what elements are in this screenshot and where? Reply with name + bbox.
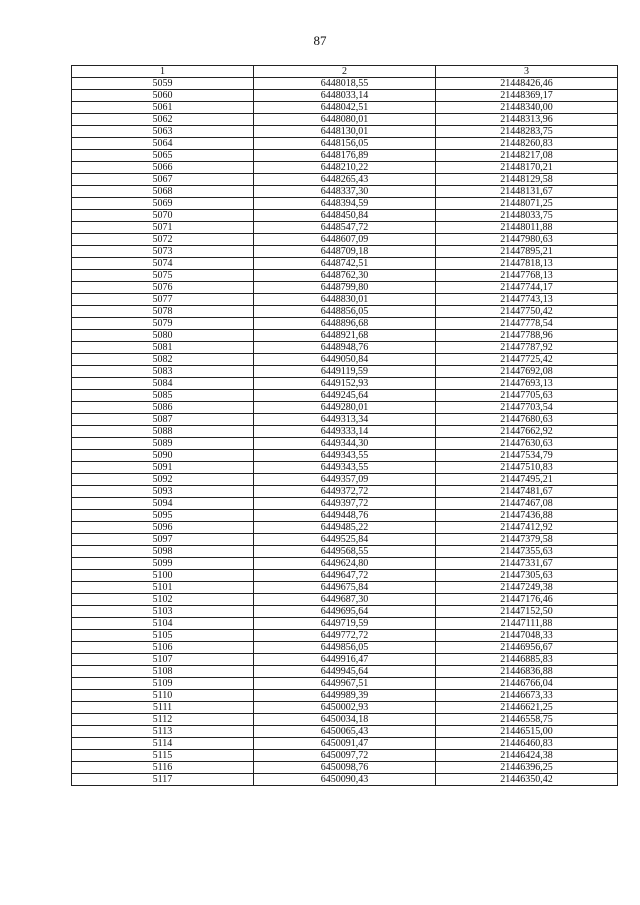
x-coordinate-cell: 6449989,39 (254, 690, 436, 702)
y-coordinate-cell: 21447705,63 (436, 390, 618, 402)
table-row (72, 438, 618, 450)
table-row (72, 306, 618, 318)
point-number-cell: 5064 (72, 138, 254, 150)
table-row (72, 726, 618, 738)
point-number-cell: 5097 (72, 534, 254, 546)
y-coordinate-cell: 21446558,75 (436, 714, 618, 726)
table-row (72, 774, 618, 786)
x-coordinate-cell: 6449357,09 (254, 474, 436, 486)
x-coordinate-cell: 6448176,89 (254, 150, 436, 162)
x-coordinate-cell: 6449397,72 (254, 498, 436, 510)
x-coordinate-cell: 6449695,64 (254, 606, 436, 618)
table-row (72, 162, 618, 174)
y-coordinate-cell: 21446766,04 (436, 678, 618, 690)
point-number-cell: 5115 (72, 750, 254, 762)
y-coordinate-cell: 21447768,13 (436, 270, 618, 282)
y-coordinate-cell: 21448340,00 (436, 102, 618, 114)
y-coordinate-cell: 21447630,63 (436, 438, 618, 450)
point-number-cell: 5059 (72, 78, 254, 90)
point-number-cell: 5100 (72, 570, 254, 582)
y-coordinate-cell: 21447481,67 (436, 486, 618, 498)
point-number-cell: 5065 (72, 150, 254, 162)
table-row (72, 678, 618, 690)
x-coordinate-cell: 6449119,59 (254, 366, 436, 378)
table-row (72, 126, 618, 138)
table-row (72, 414, 618, 426)
point-number-cell: 5063 (72, 126, 254, 138)
x-coordinate-cell: 6449313,34 (254, 414, 436, 426)
point-number-cell: 5089 (72, 438, 254, 450)
y-coordinate-cell: 21448283,75 (436, 126, 618, 138)
table-row (72, 690, 618, 702)
table-row (72, 606, 618, 618)
y-coordinate-cell: 21447534,79 (436, 450, 618, 462)
point-number-cell: 5074 (72, 258, 254, 270)
point-number-cell: 5093 (72, 486, 254, 498)
y-coordinate-cell: 21447895,21 (436, 246, 618, 258)
y-coordinate-cell: 21447662,92 (436, 426, 618, 438)
x-coordinate-cell: 6448018,55 (254, 78, 436, 90)
y-coordinate-cell: 21447355,63 (436, 546, 618, 558)
x-coordinate-cell: 6448042,51 (254, 102, 436, 114)
table-row (72, 582, 618, 594)
x-coordinate-cell: 6448265,43 (254, 174, 436, 186)
x-coordinate-cell: 6450002,93 (254, 702, 436, 714)
y-coordinate-cell: 21448170,21 (436, 162, 618, 174)
y-coordinate-cell: 21446424,38 (436, 750, 618, 762)
table-row (72, 462, 618, 474)
x-coordinate-cell: 6450090,43 (254, 774, 436, 786)
y-coordinate-cell: 21446956,67 (436, 642, 618, 654)
table-row (72, 102, 618, 114)
x-coordinate-cell: 6449050,84 (254, 354, 436, 366)
point-number-cell: 5098 (72, 546, 254, 558)
x-coordinate-cell: 6450065,43 (254, 726, 436, 738)
table-row (72, 318, 618, 330)
point-number-cell: 5094 (72, 498, 254, 510)
point-number-cell: 5106 (72, 642, 254, 654)
x-coordinate-cell: 6449719,59 (254, 618, 436, 630)
y-coordinate-cell: 21447331,67 (436, 558, 618, 570)
x-coordinate-cell: 6449525,84 (254, 534, 436, 546)
table-row (72, 630, 618, 642)
table-row (72, 498, 618, 510)
table-row (72, 114, 618, 126)
y-coordinate-cell: 21447111,88 (436, 618, 618, 630)
point-number-cell: 5062 (72, 114, 254, 126)
x-coordinate-cell: 6448830,01 (254, 294, 436, 306)
x-coordinate-cell: 6449772,72 (254, 630, 436, 642)
x-coordinate-cell: 6448033,14 (254, 90, 436, 102)
table-row (72, 666, 618, 678)
x-coordinate-cell: 6449856,05 (254, 642, 436, 654)
column-header-3: 3 (436, 66, 618, 78)
point-number-cell: 5090 (72, 450, 254, 462)
point-number-cell: 5067 (72, 174, 254, 186)
x-coordinate-cell: 6448856,05 (254, 306, 436, 318)
x-coordinate-cell: 6449568,55 (254, 546, 436, 558)
x-coordinate-cell: 6450098,76 (254, 762, 436, 774)
point-number-cell: 5096 (72, 522, 254, 534)
table-row (72, 534, 618, 546)
x-coordinate-cell: 6449245,64 (254, 390, 436, 402)
table-row (72, 546, 618, 558)
table-row (72, 738, 618, 750)
coordinates-table (71, 65, 618, 786)
x-coordinate-cell: 6448156,05 (254, 138, 436, 150)
y-coordinate-cell: 21448129,58 (436, 174, 618, 186)
table-row (72, 654, 618, 666)
x-coordinate-cell: 6449687,30 (254, 594, 436, 606)
x-coordinate-cell: 6449344,30 (254, 438, 436, 450)
x-coordinate-cell: 6448547,72 (254, 222, 436, 234)
table-row (72, 558, 618, 570)
point-number-cell: 5092 (72, 474, 254, 486)
table-row (72, 138, 618, 150)
y-coordinate-cell: 21447510,83 (436, 462, 618, 474)
table-row (72, 258, 618, 270)
y-coordinate-cell: 21447176,46 (436, 594, 618, 606)
y-coordinate-cell: 21447750,42 (436, 306, 618, 318)
y-coordinate-cell: 21447787,92 (436, 342, 618, 354)
table-row (72, 750, 618, 762)
point-number-cell: 5060 (72, 90, 254, 102)
point-number-cell: 5078 (72, 306, 254, 318)
table-row (72, 522, 618, 534)
point-number-cell: 5107 (72, 654, 254, 666)
table-row (72, 378, 618, 390)
table-row (72, 222, 618, 234)
point-number-cell: 5080 (72, 330, 254, 342)
table-row (72, 426, 618, 438)
point-number-cell: 5117 (72, 774, 254, 786)
point-number-cell: 5070 (72, 210, 254, 222)
y-coordinate-cell: 21446885,83 (436, 654, 618, 666)
y-coordinate-cell: 21446515,00 (436, 726, 618, 738)
table-row (72, 570, 618, 582)
table-row (72, 594, 618, 606)
point-number-cell: 5082 (72, 354, 254, 366)
x-coordinate-cell: 6449485,22 (254, 522, 436, 534)
y-coordinate-cell: 21447412,92 (436, 522, 618, 534)
y-coordinate-cell: 21447249,38 (436, 582, 618, 594)
point-number-cell: 5069 (72, 198, 254, 210)
point-number-cell: 5081 (72, 342, 254, 354)
y-coordinate-cell: 21447788,96 (436, 330, 618, 342)
table-row (72, 486, 618, 498)
table-row (72, 150, 618, 162)
y-coordinate-cell: 21446350,42 (436, 774, 618, 786)
table-row (72, 270, 618, 282)
y-coordinate-cell: 21447436,88 (436, 510, 618, 522)
table-header-row (72, 66, 618, 78)
x-coordinate-cell: 6448921,68 (254, 330, 436, 342)
point-number-cell: 5110 (72, 690, 254, 702)
x-coordinate-cell: 6449333,14 (254, 426, 436, 438)
point-number-cell: 5101 (72, 582, 254, 594)
table-row (72, 510, 618, 522)
y-coordinate-cell: 21447725,42 (436, 354, 618, 366)
point-number-cell: 5109 (72, 678, 254, 690)
point-number-cell: 5114 (72, 738, 254, 750)
point-number-cell: 5068 (72, 186, 254, 198)
y-coordinate-cell: 21448260,83 (436, 138, 618, 150)
table-row (72, 474, 618, 486)
table-row (72, 78, 618, 90)
point-number-cell: 5071 (72, 222, 254, 234)
y-coordinate-cell: 21447495,21 (436, 474, 618, 486)
point-number-cell: 5104 (72, 618, 254, 630)
y-coordinate-cell: 21447467,08 (436, 498, 618, 510)
table-row (72, 330, 618, 342)
y-coordinate-cell: 21448426,46 (436, 78, 618, 90)
table-row (72, 90, 618, 102)
table-row (72, 294, 618, 306)
point-number-cell: 5084 (72, 378, 254, 390)
table-row (72, 450, 618, 462)
x-coordinate-cell: 6448607,09 (254, 234, 436, 246)
x-coordinate-cell: 6449675,84 (254, 582, 436, 594)
y-coordinate-cell: 21447680,63 (436, 414, 618, 426)
y-coordinate-cell: 21448313,96 (436, 114, 618, 126)
table-row (72, 618, 618, 630)
point-number-cell: 5113 (72, 726, 254, 738)
table-row (72, 642, 618, 654)
x-coordinate-cell: 6448762,30 (254, 270, 436, 282)
x-coordinate-cell: 6449343,55 (254, 450, 436, 462)
x-coordinate-cell: 6448450,84 (254, 210, 436, 222)
y-coordinate-cell: 21446621,25 (436, 702, 618, 714)
x-coordinate-cell: 6448948,76 (254, 342, 436, 354)
table-row (72, 714, 618, 726)
y-coordinate-cell: 21447818,13 (436, 258, 618, 270)
y-coordinate-cell: 21446836,88 (436, 666, 618, 678)
table-row (72, 402, 618, 414)
point-number-cell: 5088 (72, 426, 254, 438)
y-coordinate-cell: 21447152,50 (436, 606, 618, 618)
column-header-1: 1 (72, 66, 254, 78)
y-coordinate-cell: 21447379,58 (436, 534, 618, 546)
x-coordinate-cell: 6449945,64 (254, 666, 436, 678)
x-coordinate-cell: 6448080,01 (254, 114, 436, 126)
y-coordinate-cell: 21448369,17 (436, 90, 618, 102)
x-coordinate-cell: 6449647,72 (254, 570, 436, 582)
x-coordinate-cell: 6448742,51 (254, 258, 436, 270)
table-row (72, 390, 618, 402)
y-coordinate-cell: 21447778,54 (436, 318, 618, 330)
x-coordinate-cell: 6448896,68 (254, 318, 436, 330)
x-coordinate-cell: 6450097,72 (254, 750, 436, 762)
y-coordinate-cell: 21447693,13 (436, 378, 618, 390)
point-number-cell: 5108 (72, 666, 254, 678)
y-coordinate-cell: 21448131,67 (436, 186, 618, 198)
y-coordinate-cell: 21448217,08 (436, 150, 618, 162)
y-coordinate-cell: 21447692,08 (436, 366, 618, 378)
x-coordinate-cell: 6449372,72 (254, 486, 436, 498)
column-header-2: 2 (254, 66, 436, 78)
table-row (72, 354, 618, 366)
x-coordinate-cell: 6448337,30 (254, 186, 436, 198)
x-coordinate-cell: 6450091,47 (254, 738, 436, 750)
point-number-cell: 5073 (72, 246, 254, 258)
table-body (72, 66, 618, 786)
table-row (72, 174, 618, 186)
x-coordinate-cell: 6449624,80 (254, 558, 436, 570)
point-number-cell: 5066 (72, 162, 254, 174)
table-row (72, 366, 618, 378)
y-coordinate-cell: 21448011,88 (436, 222, 618, 234)
point-number-cell: 5112 (72, 714, 254, 726)
table-row (72, 198, 618, 210)
y-coordinate-cell: 21447703,54 (436, 402, 618, 414)
point-number-cell: 5099 (72, 558, 254, 570)
y-coordinate-cell: 21447980,63 (436, 234, 618, 246)
y-coordinate-cell: 21447744,17 (436, 282, 618, 294)
x-coordinate-cell: 6448394,59 (254, 198, 436, 210)
point-number-cell: 5086 (72, 402, 254, 414)
point-number-cell: 5083 (72, 366, 254, 378)
x-coordinate-cell: 6449152,93 (254, 378, 436, 390)
point-number-cell: 5105 (72, 630, 254, 642)
point-number-cell: 5072 (72, 234, 254, 246)
y-coordinate-cell: 21448071,25 (436, 198, 618, 210)
point-number-cell: 5077 (72, 294, 254, 306)
x-coordinate-cell: 6449343,55 (254, 462, 436, 474)
table-row (72, 234, 618, 246)
x-coordinate-cell: 6448130,01 (254, 126, 436, 138)
point-number-cell: 5111 (72, 702, 254, 714)
table-row (72, 186, 618, 198)
y-coordinate-cell: 21448033,75 (436, 210, 618, 222)
page-number: 87 (313, 33, 327, 48)
y-coordinate-cell: 21447305,63 (436, 570, 618, 582)
y-coordinate-cell: 21446396,25 (436, 762, 618, 774)
x-coordinate-cell: 6449967,51 (254, 678, 436, 690)
table-row (72, 210, 618, 222)
y-coordinate-cell: 21446673,33 (436, 690, 618, 702)
point-number-cell: 5091 (72, 462, 254, 474)
x-coordinate-cell: 6448709,18 (254, 246, 436, 258)
table-row (72, 246, 618, 258)
table-row (72, 342, 618, 354)
x-coordinate-cell: 6448799,80 (254, 282, 436, 294)
x-coordinate-cell: 6449448,76 (254, 510, 436, 522)
point-number-cell: 5061 (72, 102, 254, 114)
y-coordinate-cell: 21446460,83 (436, 738, 618, 750)
point-number-cell: 5085 (72, 390, 254, 402)
point-number-cell: 5103 (72, 606, 254, 618)
point-number-cell: 5116 (72, 762, 254, 774)
point-number-cell: 5095 (72, 510, 254, 522)
x-coordinate-cell: 6449280,01 (254, 402, 436, 414)
point-number-cell: 5102 (72, 594, 254, 606)
y-coordinate-cell: 21447048,33 (436, 630, 618, 642)
x-coordinate-cell: 6449916,47 (254, 654, 436, 666)
x-coordinate-cell: 6450034,18 (254, 714, 436, 726)
point-number-cell: 5087 (72, 414, 254, 426)
table-row (72, 282, 618, 294)
point-number-cell: 5075 (72, 270, 254, 282)
x-coordinate-cell: 6448210,22 (254, 162, 436, 174)
point-number-cell: 5079 (72, 318, 254, 330)
table-row (72, 702, 618, 714)
y-coordinate-cell: 21447743,13 (436, 294, 618, 306)
point-number-cell: 5076 (72, 282, 254, 294)
table-row (72, 762, 618, 774)
